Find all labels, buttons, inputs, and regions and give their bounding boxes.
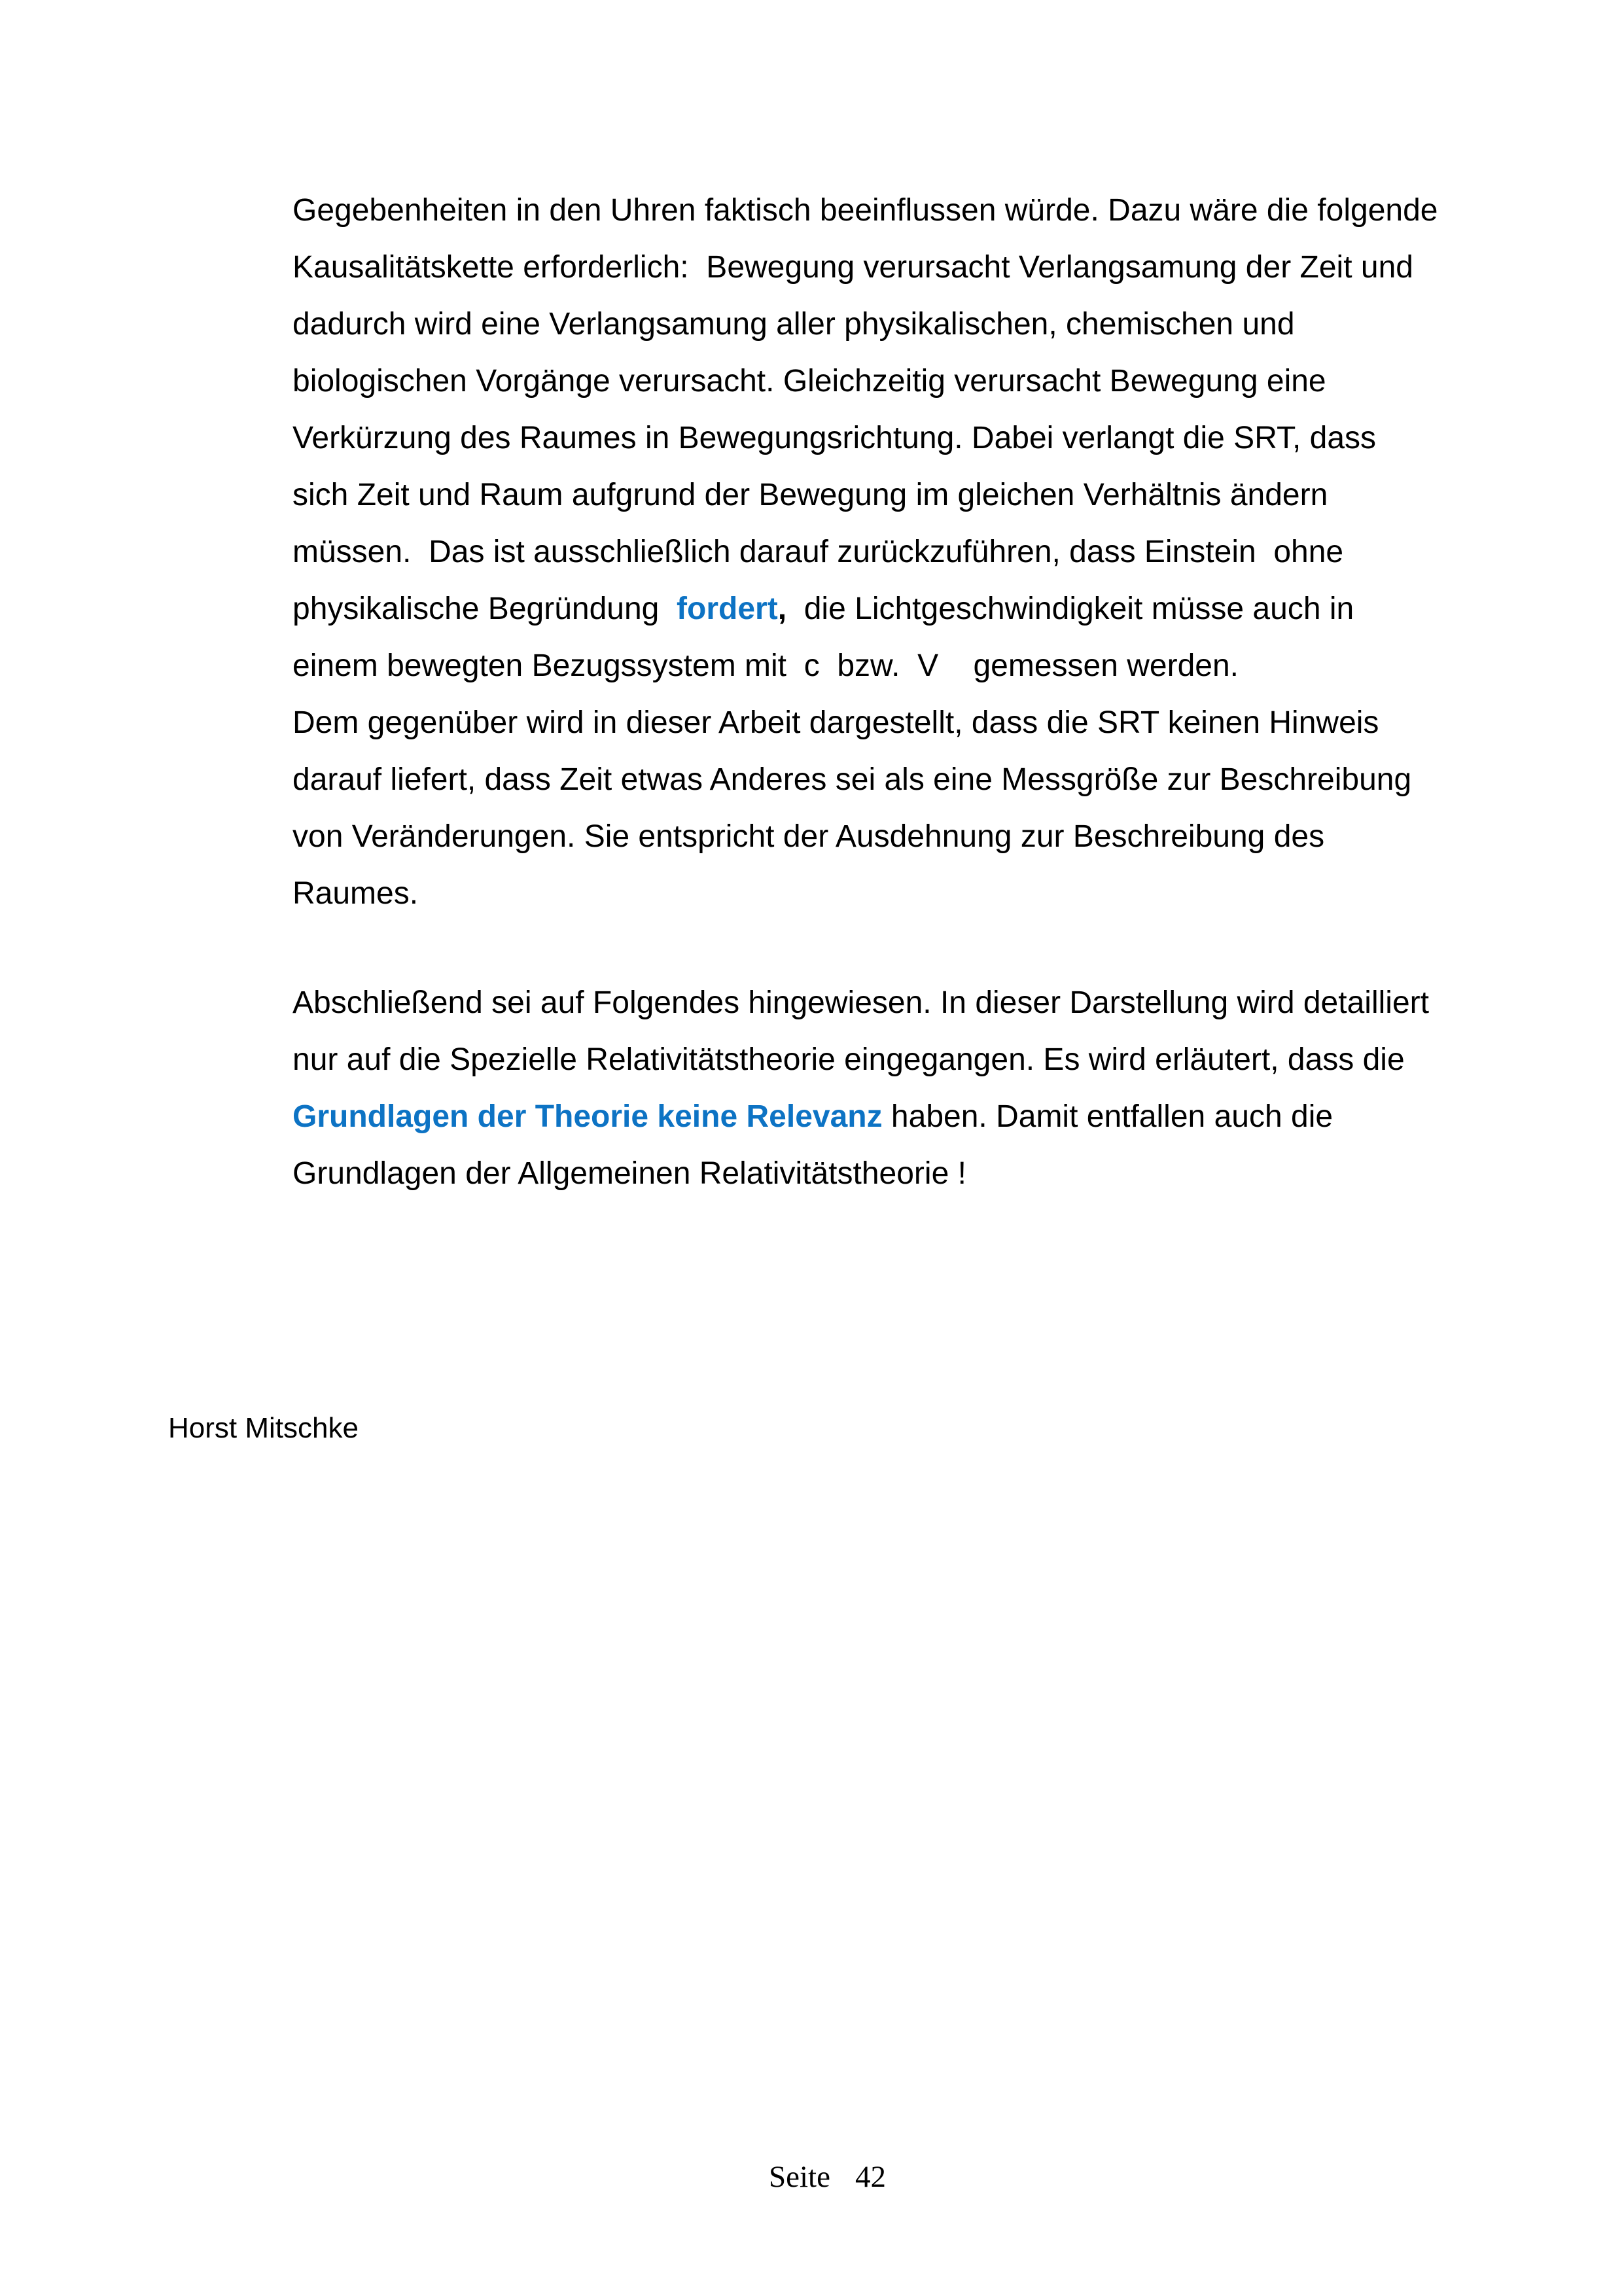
text-segment: einem bewegten Bezugssystem mit c bzw. V gemessen werden. — [292, 648, 1239, 683]
text-line — [292, 1088, 1523, 1145]
text-line — [292, 637, 1523, 694]
highlighted-term: Grundlagen der Theorie keine Relevanz — [292, 1099, 883, 1134]
page-footer — [738, 2124, 886, 2230]
text-segment: biologischen Vorgänge verursacht. Gleichzeitig verursacht Bewegung eine — [292, 364, 1326, 398]
text-line — [292, 1145, 1523, 1202]
text-line — [292, 353, 1523, 410]
text-segment: Raumes. — [292, 876, 419, 911]
text-line — [292, 974, 1523, 1031]
highlighted-term: fordert — [677, 592, 778, 626]
text-line — [292, 1031, 1523, 1088]
text-segment: Kausalitätskette erforderlich: Bewegung verursacht Verlangsamung der Zeit und — [292, 250, 1413, 285]
text-segment: müssen. Das ist ausschließlich darauf zurückzuführen, dass Einstein ohne — [292, 535, 1344, 569]
paragraph — [292, 182, 1523, 922]
text-segment: , — [777, 592, 787, 626]
text-segment: physikalische Begründung — [292, 592, 677, 626]
text-line — [292, 182, 1523, 239]
text-segment: sich Zeit und Raum aufgrund der Bewegung im gleichen Verhältnis ändern — [292, 478, 1328, 512]
text-line — [292, 865, 1523, 922]
text-line — [292, 467, 1523, 523]
text-segment: Verkürzung des Raumes in Bewegungsrichtung. Dabei verlangt die SRT, dass — [292, 421, 1377, 455]
text-segment: Gegebenheiten in den Uhren faktisch beeinflussen würde. Dazu wäre die folgende — [292, 193, 1438, 228]
footer-label: Seite — [769, 2160, 830, 2195]
text-segment: Abschließend sei auf Folgendes hingewiesen. In dieser Darstellung wird detailliert — [292, 985, 1429, 1020]
text-segment: haben. Damit entfallen auch die — [882, 1099, 1333, 1134]
text-segment: dadurch wird eine Verlangsamung aller physikalischen, chemischen und — [292, 307, 1295, 342]
paragraph — [292, 974, 1523, 1202]
text-line — [292, 694, 1523, 751]
text-segment: Grundlagen der Allgemeinen Relativitätstheorie ! — [292, 1156, 966, 1191]
text-line — [292, 808, 1523, 865]
text-line — [292, 751, 1523, 808]
text-segment: darauf liefert, dass Zeit etwas Anderes sei als eine Messgröße zur Beschreibung — [292, 762, 1412, 797]
author-signature: Horst Mitschke — [168, 1412, 359, 1444]
text-line — [292, 580, 1523, 637]
page-number: 42 — [855, 2160, 886, 2195]
text-line — [292, 239, 1523, 296]
text-segment: nur auf die Spezielle Relativitätstheorie eingegangen. Es wird erläutert, dass die — [292, 1042, 1405, 1077]
text-line — [292, 410, 1523, 467]
text-line — [292, 296, 1523, 353]
text-segment: Dem gegenüber wird in dieser Arbeit dargestellt, dass die SRT keinen Hinweis — [292, 705, 1379, 740]
text-segment: die Lichtgeschwindigkeit müsse auch in — [786, 592, 1354, 626]
text-segment: von Veränderungen. Sie entspricht der Ausdehnung zur Beschreibung des — [292, 819, 1325, 854]
text-line — [292, 523, 1523, 580]
body-text — [292, 182, 1523, 1202]
